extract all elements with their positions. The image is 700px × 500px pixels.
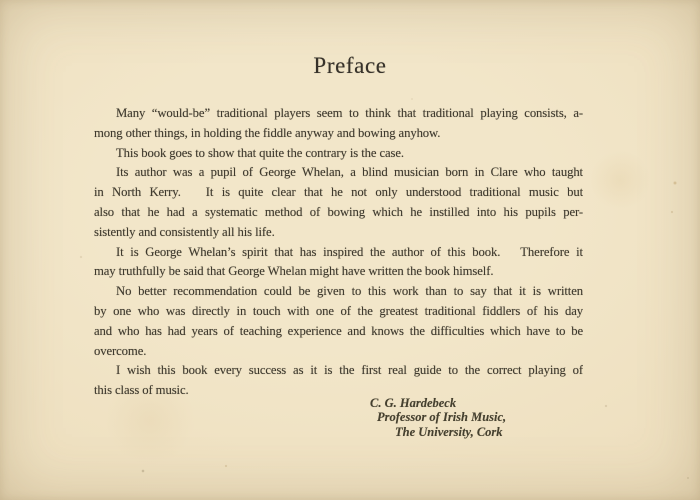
preface-text-block (94, 104, 583, 401)
text-line: I wish this book every success as it is the first real guide to the correct playing of (116, 363, 583, 378)
signature-role: Professor of Irish Music, (377, 410, 507, 425)
text-line: sistently and consistently all his life. (94, 224, 275, 239)
page-title: Preface (313, 53, 387, 78)
text-line: by one who was directly in touch with one of the greatest traditional fiddlers of his day (94, 303, 583, 318)
text-line: and who has had years of teaching experience and knows the difficulties which have to be (94, 323, 583, 338)
text-line: also that he had a systematic method of bowing which he instilled into his pupils per- (94, 204, 583, 219)
text-line: Many “would-be” traditional players seem to think that traditional playing consists, a- (116, 106, 583, 120)
text-line: this class of music. (94, 383, 189, 398)
text-line: in North Kerry. It is quite clear that he not only understood traditional music but (94, 185, 583, 200)
signature-block (370, 396, 506, 439)
signature-name: C. G. Hardebeck (370, 396, 457, 410)
text-line: Its author was a pupil of George Whelan, a blind musician born in Clare who taught (116, 165, 583, 180)
text-line: It is George Whelan’s spirit that has inspired the author of this book. Therefore it (116, 244, 583, 259)
signature-institution: The University, Cork (395, 424, 503, 439)
text-line: This book goes to show that quite the contrary is the case. (116, 145, 404, 160)
text-line: overcome. (94, 343, 147, 358)
text-line: may truthfully be said that George Whelan might have written the book himself. (94, 264, 494, 279)
text-line: mong other things, in holding the fiddle anyway and bowing anyhow. (94, 125, 441, 140)
text-line: No better recommendation could be given to this work than to say that it is written (116, 284, 583, 299)
